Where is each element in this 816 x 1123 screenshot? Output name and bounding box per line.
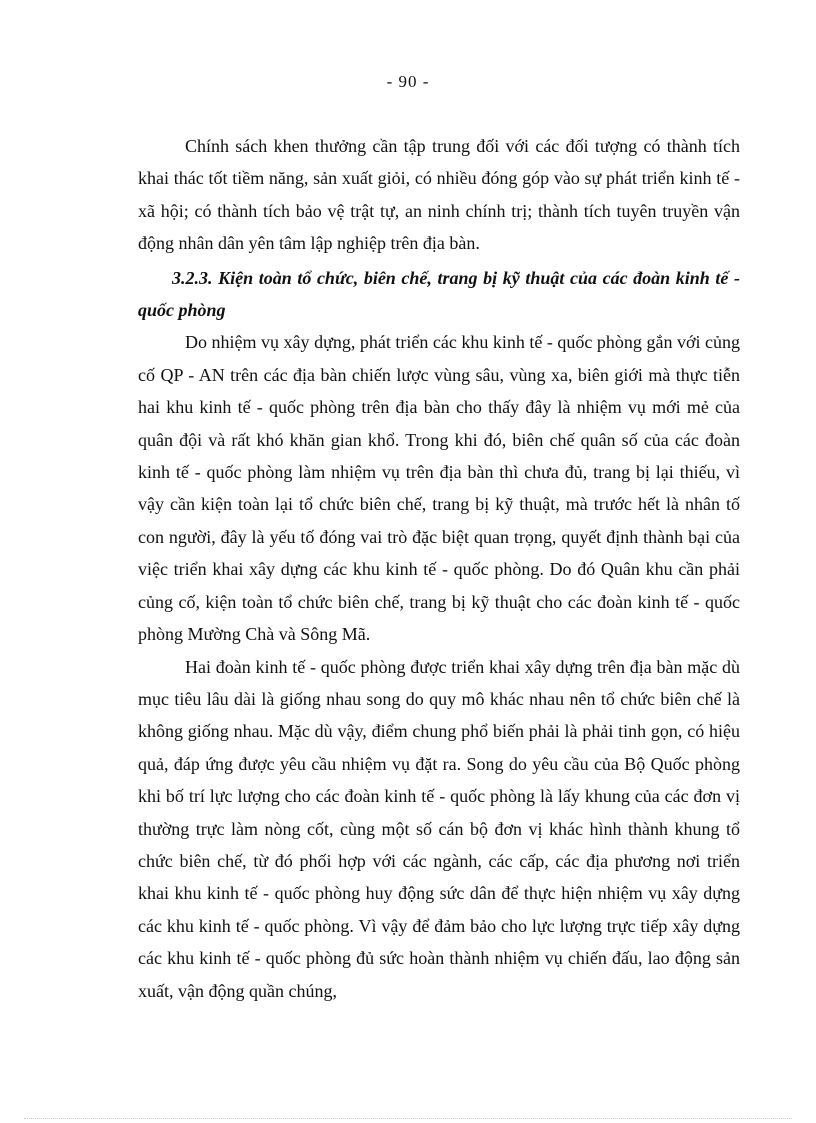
paragraph-two-corps: Hai đoàn kinh tế - quốc phòng được triển khai xây dựng trên địa bàn mặc dù mục tiêu lâu dài là giống nhau song do quy mô khác nhau nên tổ chức biên chế là không giống nhau. Mặc dù vậy, điểm chung phổ biến phải là phải tinh gọn, có hiệu quả, đáp ứng được yêu cầu nhiệm vụ đặt ra. Song do yêu cầu của Bộ Quốc phòng khi bố trí lực lượng cho các đoàn kinh tế - quốc phòng là lấy khung của các đơn vị thường trực làm nòng cốt, cùng một số cán bộ đơn vị khác hình thành khung tổ chức biên chế, từ đó phối hợp với các ngành, các cấp, các địa phương nơi triển khai khu kinh tế - quốc phòng huy động sức dân để thực hiện nhiệm vụ xây dựng các khu kinh tế - quốc phòng. Vì vậy để đảm bảo cho lực lượng trực tiếp xây dựng các khu kinh tế - quốc phòng đủ sức hoàn thành nhiệm vụ chiến đấu, lao động sản xuất, vận động quần chúng,: [138, 656, 740, 1001]
paragraph-organization-need: Do nhiệm vụ xây dựng, phát triển các khu kinh tế - quốc phòng gắn với củng cố QP - AN trên các địa bàn chiến lược vùng sâu, vùng xa, biên giới mà thực tiễn hai khu kinh tế - quốc phòng trên địa bàn cho thấy đây là nhiệm vụ mới mẻ của quân đội và rất khó khăn gian khổ. Trong khi đó, biên chế quân số của các đoàn kinh tế - quốc phòng làm nhiệm vụ trên địa bàn thì chưa đủ, trang bị lại thiếu, vì vậy cần kiện toàn lại tổ chức biên chế, trang bị kỹ thuật, mà trước hết là nhân tố con người, đây là yếu tố đóng vai trò đặc biệt quan trọng, quyết định thành bại của việc triển khai xây dựng các khu kinh tế - quốc phòng. Do đó Quân khu cần phải củng cố, kiện toàn tổ chức biên chế, trang bị kỹ thuật cho các đoàn kinh tế - quốc phòng Mường Chà và Sông Mã.: [138, 332, 740, 645]
paragraph-commendation-policy: Chính sách khen thưởng cần tập trung đối với các đối tượng có thành tích khai thác tốt tiềm năng, sản xuất giỏi, có nhiều đóng góp vào sự phát triển kinh tế - xã hội; có thành tích bảo vệ trật tự, an ninh chính trị; thành tích tuyên truyền vận động nhân dân yên tâm lập nghiệp trên địa bàn.: [138, 136, 740, 254]
page-number: - 90 -: [386, 72, 430, 91]
document-body: [138, 130, 740, 1007]
section-heading: 3.2.3. Kiện toàn tổ chức, biên chế, trang bị kỹ thuật của các đoàn kinh tế - quốc phòng: [138, 267, 740, 321]
page-bottom-divider: [24, 1118, 792, 1119]
